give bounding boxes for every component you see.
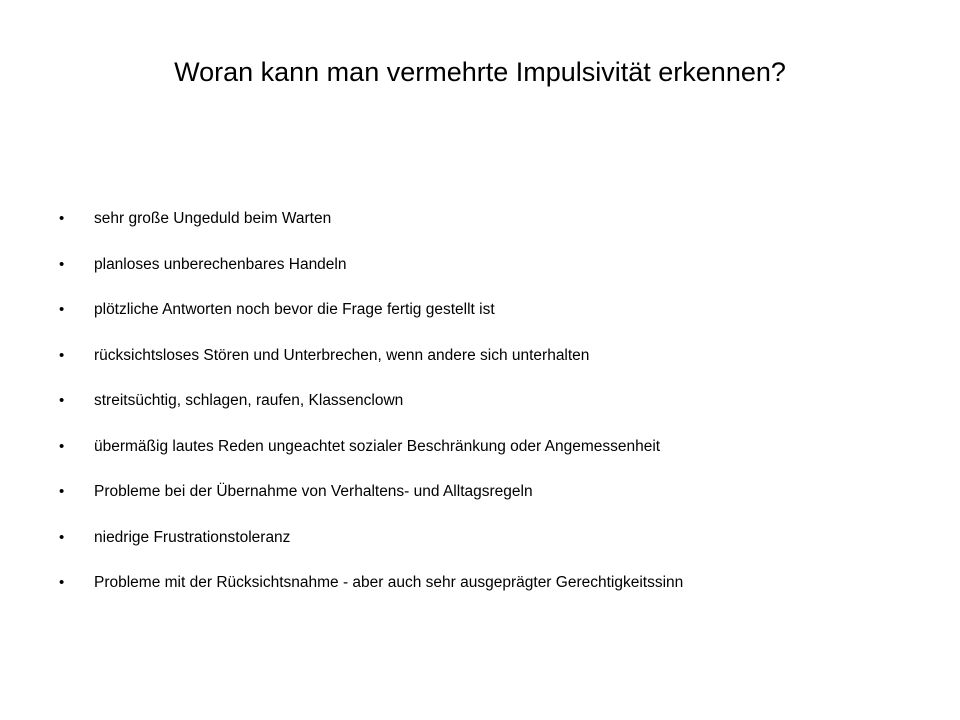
list-item <box>59 295 919 325</box>
bullet-text: planloses unberechenbares Handeln <box>94 255 347 273</box>
bullet-icon: • <box>59 346 65 364</box>
slide-title: Woran kann man vermehrte Impulsivität erkennen? <box>174 57 786 87</box>
bullet-icon: • <box>59 392 65 409</box>
bullet-icon: • <box>59 437 65 455</box>
bullet-text: sehr große Ungeduld beim Warten <box>94 210 332 227</box>
list-item <box>59 523 919 553</box>
bullet-text: übermäßig lautes Reden ungeachtet sozialer Beschränkung oder Angemessenheit <box>94 437 661 455</box>
bullet-icon: • <box>59 574 65 591</box>
bullet-text: niedrige Frustrationstoleranz <box>94 528 291 546</box>
list-item <box>59 477 919 507</box>
bullet-text: rücksichtsloses Stören und Unterbrechen, wenn andere sich unterhalten <box>94 346 590 364</box>
bullet-text: Probleme bei der Übernahme von Verhaltens- und Alltagsregeln <box>94 483 533 500</box>
bullet-icon: • <box>59 483 65 500</box>
bullet-text: streitsüchtig, schlagen, raufen, Klassenclown <box>94 392 404 409</box>
bullet-text: Probleme mit der Rücksichtsnahme - aber auch sehr ausgeprägter Gerechtigkeitssinn <box>94 574 684 591</box>
list-item <box>59 341 919 371</box>
list-item <box>59 204 919 234</box>
bullet-list <box>59 204 919 614</box>
bullet-icon: • <box>59 255 65 273</box>
bullet-icon: • <box>59 301 65 318</box>
list-item <box>59 386 919 416</box>
bullet-text: plötzliche Antworten noch bevor die Frage fertig gestellt ist <box>94 301 495 318</box>
list-item <box>59 568 919 598</box>
bullet-icon: • <box>59 528 65 546</box>
bullet-icon: • <box>59 210 65 227</box>
list-item <box>59 432 919 462</box>
list-item <box>59 250 919 280</box>
